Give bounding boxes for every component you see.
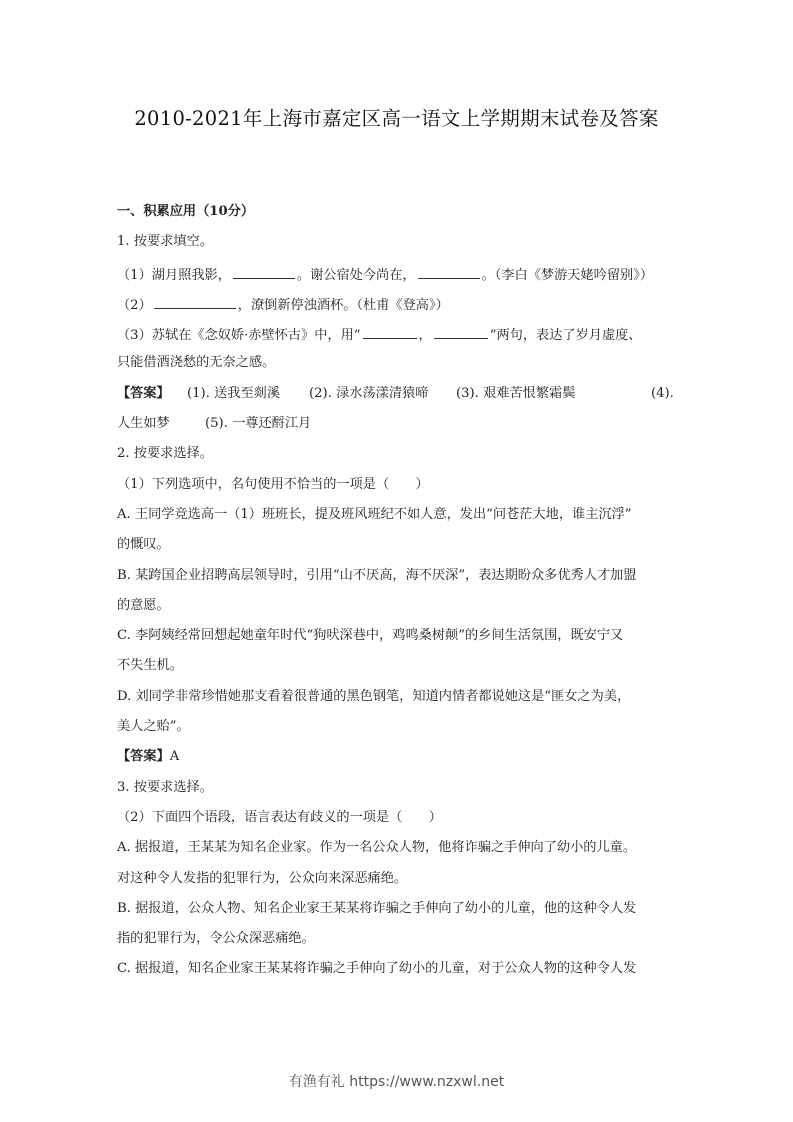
option-a: A. 据报道，王某某为知名企业家。作为一名公众人物，他将诈骗之手伸向了幼小的儿童。 [117,840,637,856]
fill-blank [154,296,236,309]
item-text: 。（李白《梦游天姥吟留别》） [481,267,654,283]
item-text: （2） [117,297,152,313]
document-body [117,205,687,993]
option-d-cont: 美人之贻”。 [117,719,190,735]
question-2-stem: 2. 按要求选择。 [117,446,213,462]
question-2-sub: （1）下列选项中，名句使用不恰当的一项是（ ） [117,476,429,492]
answer-1-cont [117,417,687,447]
document-title: 2010-2021年上海市嘉定区高一语文上学期期末试卷及答案 [134,107,659,130]
answer-part: (3). 艰难苦恨繁霜鬓 [456,385,576,401]
question-1-stem: 1. 按要求填空。 [117,234,213,250]
question-1-item-3 [117,326,687,356]
option-a-cont: 的慨叹。 [117,537,170,553]
answer-label: 【答案】 [117,749,170,765]
item-text: （3）苏轼在《念奴娇·赤壁怀古》中，用“ [117,328,361,344]
section-heading: 一、积累应用（10分） [117,204,255,219]
answer-1 [117,387,687,417]
item-text: ，潦倒新停浊酒杯。（杜甫《登高》） [237,297,449,313]
answer-part: (5). 一尊还酹江月 [205,416,312,432]
watermark-footer: 有渔有礼 https://www.nzxwl.net [288,1074,505,1090]
answer-part: (4). [651,385,674,401]
item-text: （1）湖月照我影， [117,267,231,283]
question-3-stem: 3. 按要求选择。 [117,779,213,795]
option-b-cont: 的意愿。 [117,597,170,613]
option-a-cont: 对这种令人发指的犯罪行为，公众向来深恶痛绝。 [117,870,408,886]
item-text: 。谢公宿处今尚在， [296,267,416,283]
answer-part: 人生如梦 [117,416,170,432]
fill-blank [233,266,295,279]
answer-label: 【答案】 [117,385,170,401]
option-c-cont: 不失生机。 [117,658,183,674]
question-1-item-2 [117,296,687,326]
fill-blank [363,326,417,339]
option-c: C. 据报道，知名企业家王某某将诈骗之手伸向了幼小的儿童，对于公众人物的这种令人发 [117,961,637,977]
option-d: D. 刘同学非常珍惜她那支看着很普通的黑色钢笔，知道内情者都说她这是“匪女之为美， [117,688,631,704]
option-a: A. 王同学竞选高一（1）班班长，提及班风班纪不如人意，发出“问苍茫大地，谁主沉浮” [117,506,632,522]
option-b: B. 某跨国企业招聘高层领导时，引用“山不厌高，海不厌深”，表达期盼众多优秀人才加盟 [117,567,637,583]
question-3-sub: （2）下面四个语段，语言表达有歧义的一项是（ ） [117,809,442,825]
item-text: ”两句，表达了岁月虚度、 [489,328,642,344]
question-1-item-1 [117,266,687,296]
question-1-item-3-cont: 只能借酒浇愁的无奈之感。 [117,355,276,371]
option-b-cont: 指的犯罪行为，令公众深恶痛绝。 [117,931,315,947]
fill-blank [434,326,488,339]
answer-2 [117,750,687,780]
answer-value: A [169,749,180,765]
item-text: ， [418,328,432,344]
answer-part: (1). 送我至剡溪 [187,385,281,401]
option-c: C. 李阿姨经常回想起她童年时代“狗吠深巷中，鸡鸣桑树颠”的乡间生活氛围，既安宁又 [117,628,624,644]
fill-blank [418,266,480,279]
answer-part: (2). 渌水荡漾清猿啼 [309,385,429,401]
option-b: B. 据报道，公众人物、知名企业家王某某将诈骗之手伸向了幼小的儿童，他的这种令人发 [117,900,637,916]
